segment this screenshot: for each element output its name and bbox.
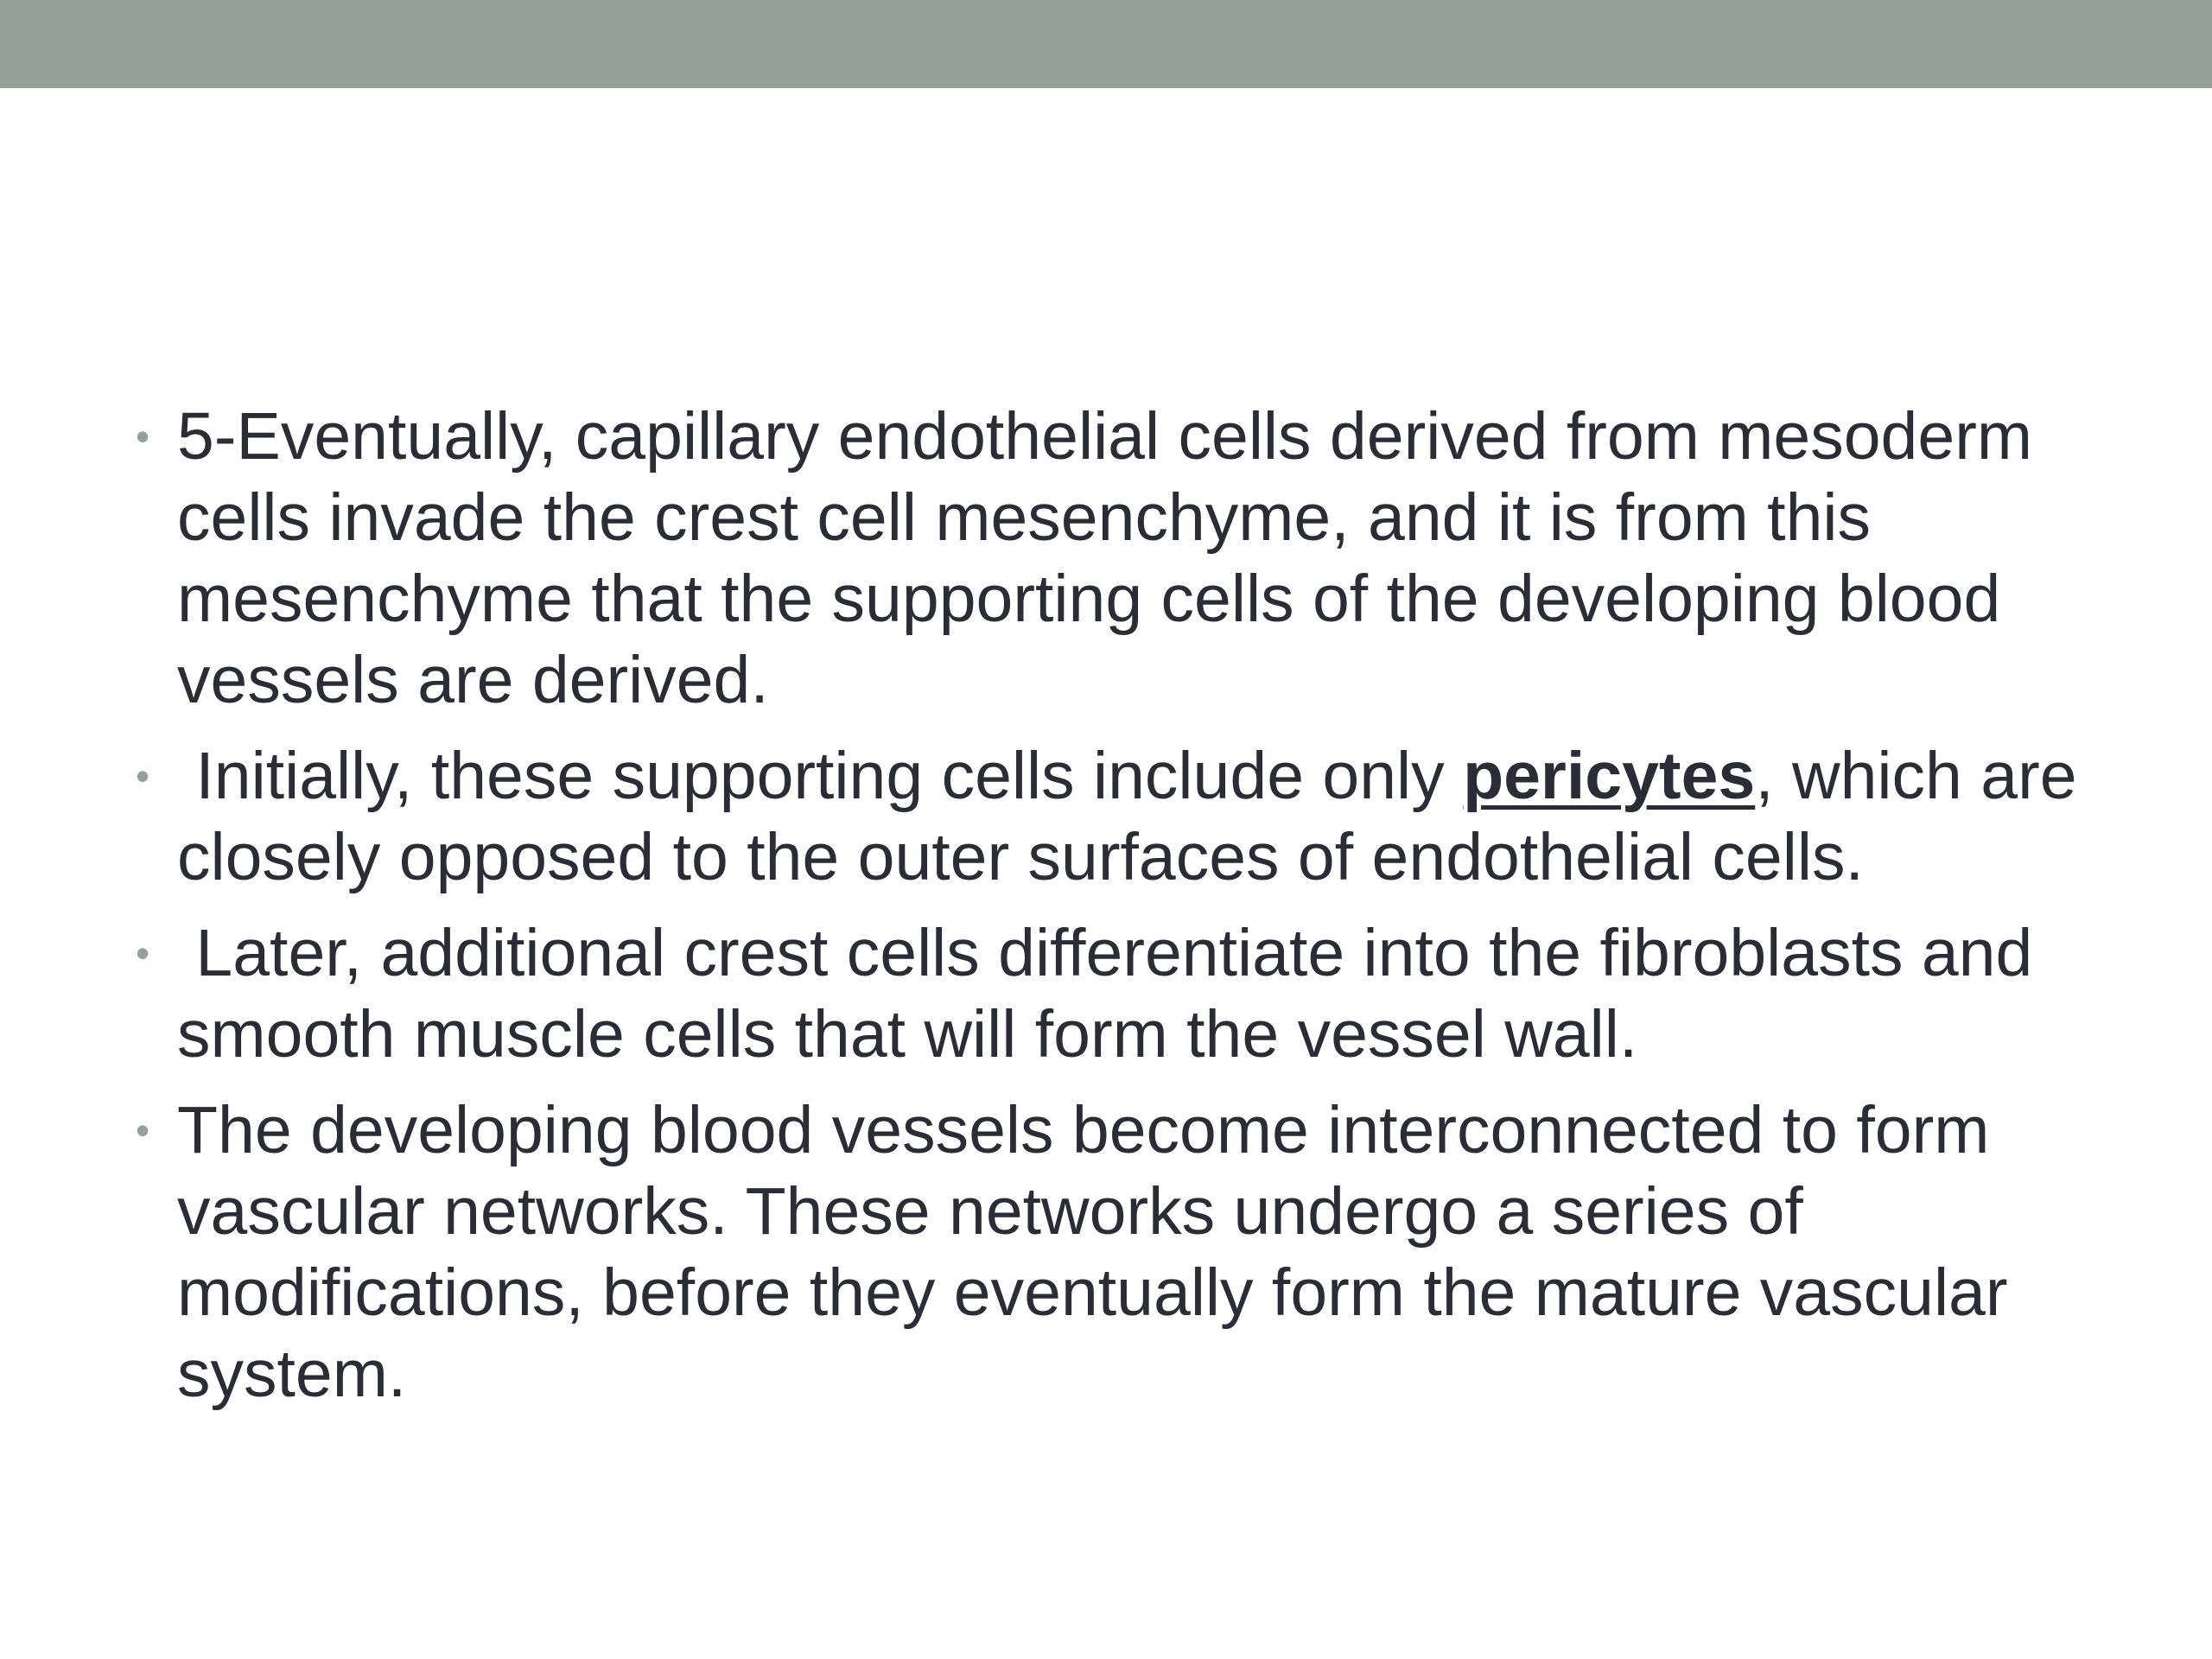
bullet-dot-icon: • (136, 931, 150, 976)
bullet-list (130, 396, 2100, 1429)
bullet-text-after: , which are closely opposed to the outer surfaces of endothelial cells. (177, 739, 2077, 894)
pericytes-term: pericytes (1463, 739, 1756, 813)
bullet-dot-icon: • (136, 753, 150, 798)
bullet-dot-icon: • (136, 1108, 150, 1153)
bullet-text-before: Initially, these supporting cells include only (177, 739, 1464, 813)
title-bar (0, 0, 2212, 88)
bullet-item-2 (130, 735, 2100, 898)
bullet-item-4 (130, 1090, 2100, 1414)
bullet-item-3 (130, 912, 2100, 1075)
bullet-text: 5-Eventually, capillary endothelial cells derived from mesoderm cells invade the crest cell mesenchyme, and it is from this mesenchyme that the supporting cells of the developing blood vessels are derived. (177, 399, 2032, 717)
bullet-text (177, 735, 2100, 898)
bullet-text: Later, additional crest cells differentiate into the fibroblasts and smooth muscle cells that will form the vessel wall. (177, 916, 2051, 1071)
bullet-dot-icon: • (136, 414, 150, 459)
bullet-item-1 (130, 396, 2100, 721)
bullet-text: The developing blood vessels become interconnected to form vascular networks. These networks undergo a series of modifications, before they eventually form the mature vascular system. (177, 1093, 2008, 1411)
